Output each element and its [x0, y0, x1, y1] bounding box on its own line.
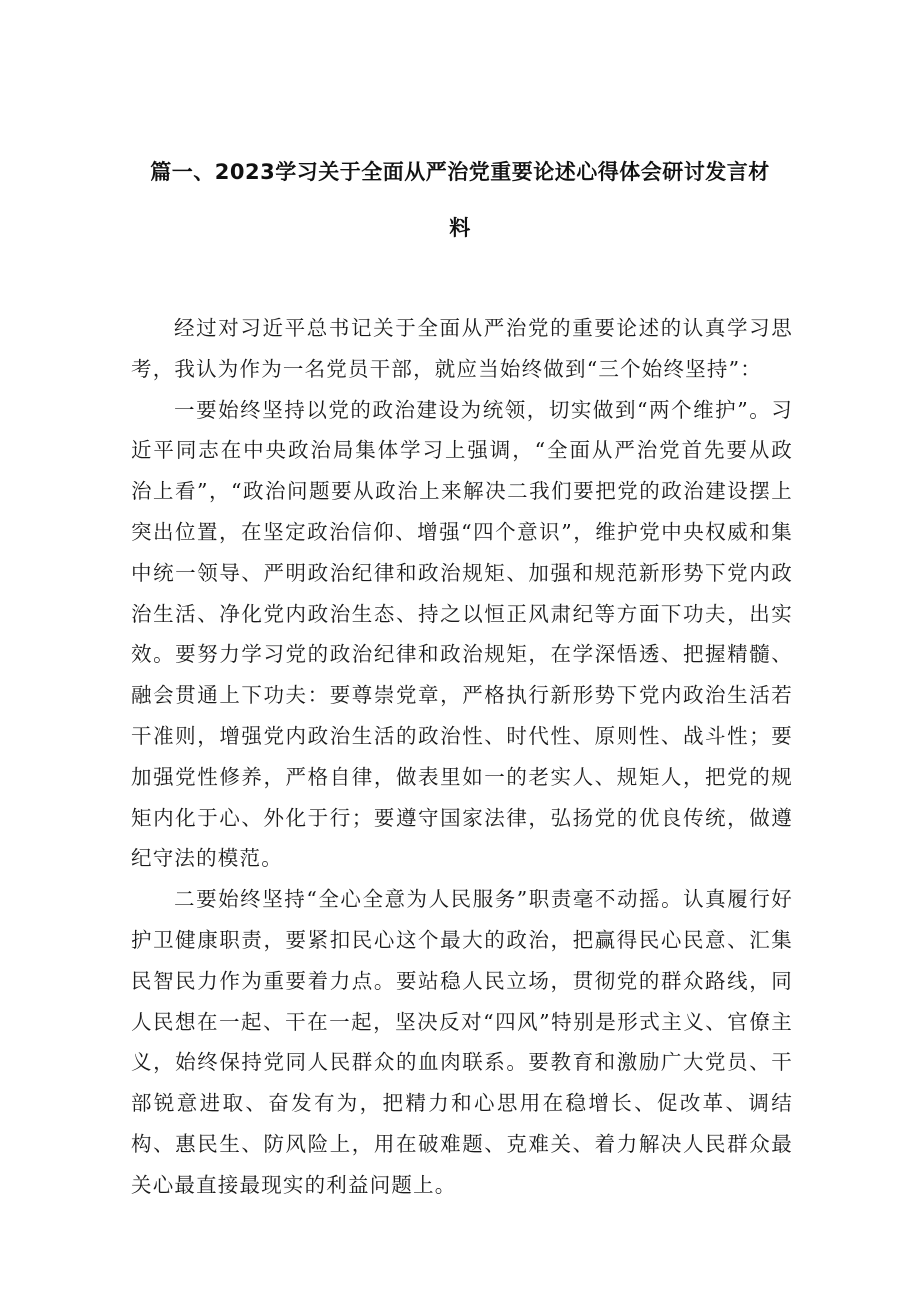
paragraph-point-two: 二要始终坚持“全心全意为人民服务”职责毫不动摇。认真履行好护卫健康职责，要紧扣民心这个最大的政治，把赢得民心民意、汇集民智民力作为重要着力点。要站稳人民立场，贯彻党的群众路线，同人民想在一起、干在一起，坚决反对“四风”特别是形式主义、官僚主义，始终保持党同人民群众的血肉联系。要教育和激励广大党员、干部锐意进取、奋发有为，把精力和心思用在稳增长、促改革、调结构、惠民生、防风险上，用在破难题、克难关、着力解决人民群众最关心最直接最现实的利益问题上。: [131, 887, 793, 1197]
document-title: 篇一、2023学习关于全面从严治党重要论述心得体会研讨发言材: [150, 160, 770, 184]
paragraph-intro: 经过对习近平总书记关于全面从严治党的重要论述的认真学习思考，我认为作为一名党员干部，就应当始终做到“三个始终坚持”：: [131, 316, 793, 381]
document-body: [131, 308, 793, 1206]
document-title-continuation: 料: [449, 216, 471, 240]
paragraph-point-one: 一要始终坚持以党的政治建设为统领，切实做到“两个维护”。习近平同志在中央政治局集体学习上强调，“全面从严治党首先要从政治上看”，“政治问题要从政治上来解决二我们要把党的政治建设摆上突出位置，在坚定政治信仰、增强“四个意识”，维护党中央权威和集中统一领导、严明政治纪律和政治规矩、加强和规范新形势下党内政治生活、净化党内政治生态、持之以恒正风肃纪等方面下功夫，出实效。要努力学习党的政治纪律和政治规矩，在学深悟透、把握精髓、融会贯通上下功夫：要尊崇党章，严格执行新形势下党内政治生活若干准则，增强党内政治生活的政治性、时代性、原则性、战斗性；要加强党性修养，严格自律，做表里如一的老实人、规矩人，把党的规矩内化于心、外化于行；要遵守国家法律，弘扬党的优良传统，做遵纪守法的模范。: [131, 397, 793, 871]
